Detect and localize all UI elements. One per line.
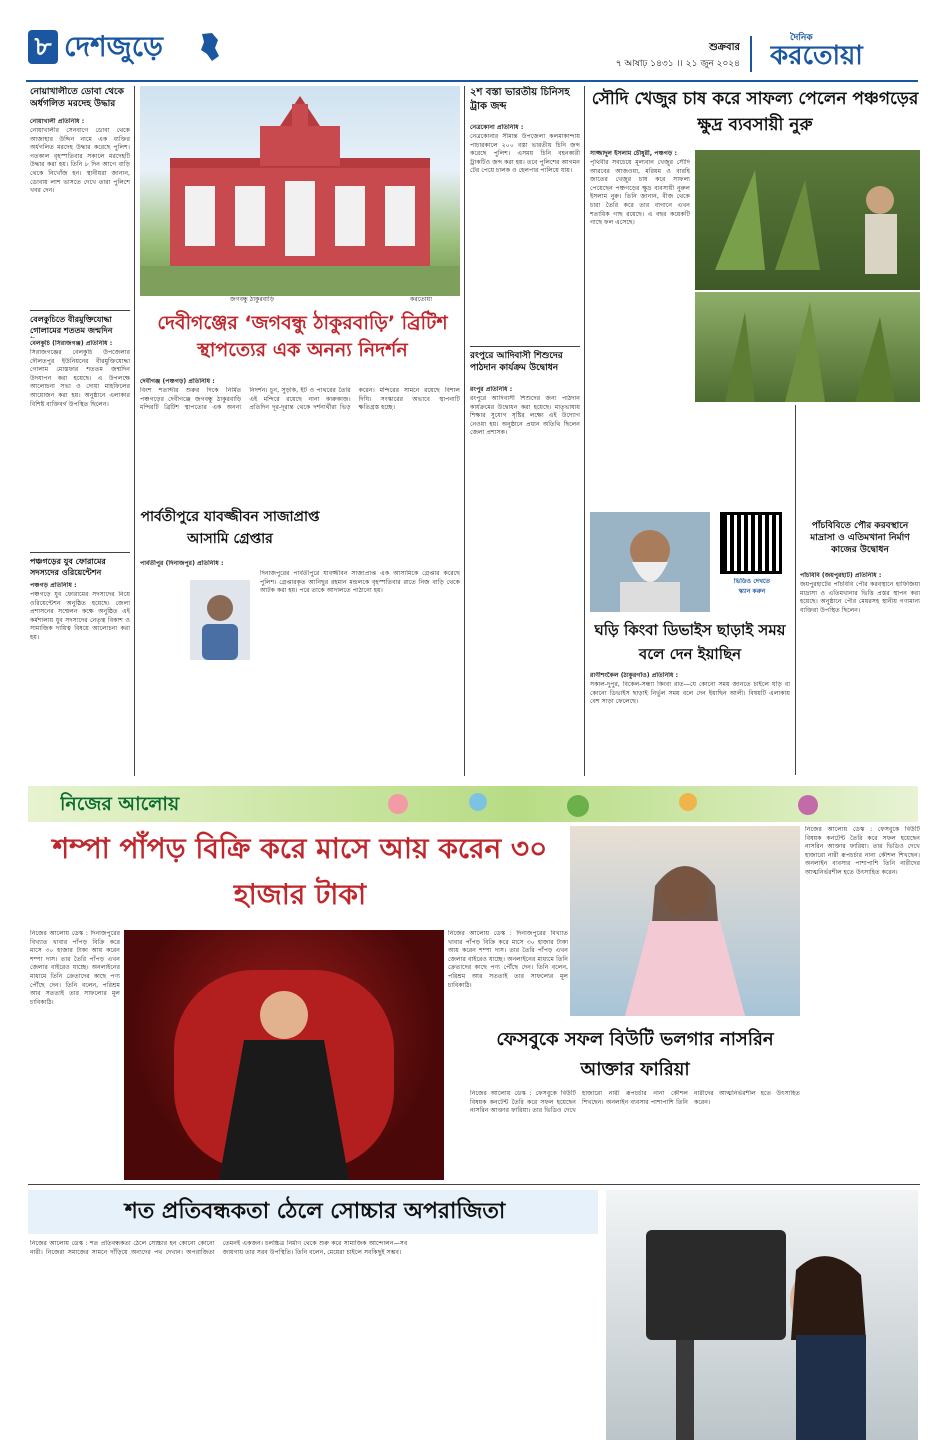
- masthead-divider: [750, 36, 752, 72]
- forum-headline: পঞ্চগড়ের যুব ফোরামের সদস্যদের ওরিয়েন্টেশন: [30, 557, 106, 577]
- masthead: [0, 0, 945, 80]
- temple-photo-credit: করতোয়া: [410, 296, 433, 303]
- nasrin-headline: ফেসবুকে সফল বিউটি ভলগার নাসরিন আক্তার ফারিয়া: [496, 1029, 774, 1080]
- clock-body: সকাল-দুপুর, বিকেল-সন্ধ্যা কিংবা রাত—যে কোনো সময় জানতে চাইলে ঘড়ি বা কোনো ডিভাইস ছাড়াই নির্ভুল সময় বলে দেন ইয়াছিন আলী। বিষয়টি এলাকায় বেশ সাড়া ফেলেছে।: [590, 681, 790, 706]
- date-farmer-photo: [695, 150, 920, 290]
- noakhali-body: নোয়াখালীর সেনবাগে ডোবা থেকে আজাহার উদ্দিন নামে এক ব্যক্তির অর্ধগলিত মরদেহ উদ্ধার করেছে পুলিশ। গতকাল বৃহস্পতিবার সকালে মরদেহটি উদ্ধার করা হয়। তিনি ৮ দিন আগে বাড়ি থেকে নিখোঁজ হন। স্থানীয়রা জানান, ডোবায় লাশ ভাসতে দেখে তারা পুলিশে খবর দেন।: [30, 127, 130, 195]
- madrasa-headline: পাঁচবিবিতে পৌর করবস্থানে মাদ্রাসা ও এতিমখানা নির্মাণ কাজের উদ্বোধন: [810, 521, 910, 555]
- shampa-headline: শম্পা পাঁপড় বিক্রি করে মাসে আয় করেন ৩০ হাজার টাকা: [52, 832, 548, 911]
- saudi-byline: সাজ্জাদুল ইসলাম চৌধুরী, পঞ্চগড় :: [590, 150, 677, 157]
- forum-byline: পঞ্চগড় প্রতিনিধি :: [30, 582, 77, 589]
- column-rule: [464, 86, 465, 776]
- debiganj-body: বিংশ শতাব্দীর শুরুর দিকে নির্মিত পঞ্চগড়ের দেবীগঞ্জে জগবন্ধু ঠাকুরবাড়ি মন্দিরটি ব্রিটিশ স্থাপত্যের এক অনন্য নিদর্শন। চুন, সুড়কি, ইট ও পাথরের তৈরি এই মন্দিরে রয়েছে নানা কারুকাজ। প্রতিদিন দূর-দূরান্ত থেকে দর্শনার্থীরা ভিড় করেন। মন্দিরের সামনে রয়েছে বিশাল দিঘি। সংস্কারের অভাবে স্থাপনাটি ক্ষতিগ্রস্ত হচ্ছে।: [140, 387, 460, 412]
- temple-photo: [140, 86, 460, 296]
- column-rule: [584, 86, 585, 776]
- column-rule: [134, 86, 135, 776]
- rangpur-byline: রংপুর প্রতিনিধি :: [470, 386, 513, 393]
- madrasa-body: জয়পুরহাটের পাঁচবিবি পৌর করবস্থানে হাফিজিয়া মাদ্রাসা ও এতিমখানার ভিত্তি প্রস্তর স্থাপন করা হয়েছে। অনুষ্ঠানে পৌর মেয়রসহ স্থানীয় গণ্যমান্য ব্যক্তিরা উপস্থিত ছিলেন।: [800, 581, 920, 614]
- beldubi-byline: বেলকুচি (সিরাজগঞ্জ) প্রতিনিধি :: [30, 340, 113, 347]
- shampa-body-cont: নিজের আলোয় ডেস্ক : দিনাজপুরের বিখ্যাত খাবার পাঁপড় বিক্রি করে মাসে ৩০ হাজার টাকা আয় করেন শম্পা দাস। তার তৈরি পাঁপড় এখন জেলার বাইরেও যাচ্ছে। অনলাইনের মাধ্যমে তিনি ক্রেতাদের কাছে পণ্য পৌঁছে দেন। তিনি বলেন, পরিশ্রম আর সততাই তার সাফল্যের মূল চাবিকাঠি।: [448, 930, 568, 989]
- saudi-body: পৃথিবীর সবচেয়ে মূল্যবান খেজুর সৌদি আরবের আজওয়া, মরিয়ম ও বারহি জাতের খেজুর চাষ করে সাফল্য পেয়েছেন পঞ্চগড়ের ক্ষুদ্র ব্যবসায়ী নুরুল ইসলাম নুরু। তিনি জানান, বীজ থেকে চারা তৈরি করে তার বাগানে এখন শতাধিক গাছ রয়েছে। এ বছর কয়েকটি গাছে ফল এসেছে।: [590, 159, 690, 227]
- date-saplings-photo: [695, 292, 920, 402]
- section-rule: [28, 1184, 920, 1185]
- madrasa-byline: পাঁচবিবি (জয়পুরহাট) প্রতিনিধি :: [800, 572, 882, 579]
- parbatipur-body: দিনাজপুরের পার্বতীপুরে যাবজ্জীবন সাজাপ্রাপ্ত এক আসামিকে গ্রেপ্তার করেছে পুলিশ। গ্রেপ্তারকৃত আনিছুর রহমান মন্ডলকে বৃহস্পতিবার রাতে নিজ বাড়ি থেকে আটক করা হয়। পরে তাকে আদালতে পাঠানো হয়।: [260, 570, 460, 595]
- parbatipur-byline: পার্বতীপুর (দিনাজপুর) প্রতিনিধি :: [140, 560, 224, 567]
- qr-code-icon[interactable]: [720, 512, 782, 574]
- issue-day: শুক্রবার: [709, 42, 740, 53]
- aparajita-photo: [606, 1190, 918, 1440]
- debiganj-headline: দেবীগঞ্জের ‘জগবন্ধু ঠাকুরবাড়ি’ ব্রিটিশ স্থাপত্যের এক অনন্য নিদর্শন: [157, 312, 448, 361]
- section-title: দেশজুড়ে: [64, 30, 163, 63]
- paper-name: করতোয়া: [770, 41, 863, 71]
- shampa-photo: [124, 930, 444, 1180]
- truck-headline: ২শ বস্তা ভারতীয় চিনিসহ ট্রাক জব্দ: [470, 87, 570, 112]
- noakhali-headline: নোয়াখালীতে ডোবা থেকে অর্ধগলিত মরদেহ উদ্ধার: [30, 87, 124, 109]
- divider: [470, 346, 580, 347]
- page-number-badge: ৮: [28, 30, 58, 64]
- forum-body: পঞ্চগড়ে যুব ফোরামের সদস্যদের নিয়ে ওরিয়েন্টেশন অনুষ্ঠিত হয়েছে। জেলা প্রশাসনের সম্মেলন কক্ষে অনুষ্ঠিত এই কর্মশালায় যুব সদস্যদের নেতৃত্ব বিকাশ ও সামাজিক দায়িত্ব বিষয়ে আলোচনা করা হয়।: [30, 591, 130, 641]
- bangladesh-map-icon: [198, 32, 220, 62]
- qr-caption-line1: ভিডিও দেখতে: [733, 578, 771, 585]
- column-rule: [795, 405, 796, 775]
- rangpur-body: রংপুরে আদিবাসী শিশুদের জন্য পাঠদান কার্যক্রমের উদ্বোধন করা হয়েছে। মাতৃভাষায় শিক্ষার সুযোগ সৃষ্টির লক্ষ্যে এই উদ্যোগ নেওয়া হয়। অনুষ্ঠানে প্রধান অতিথি ছিলেন জেলা প্রশাসক।: [470, 395, 580, 437]
- temple-photo-caption: জগবন্ধু ঠাকুরবাড়ি: [230, 296, 275, 303]
- clock-headline: ঘড়ি কিংবা ডিভাইস ছাড়াই সময় বলে দেন ইয়াছিন: [594, 621, 786, 663]
- issue-date: ৭ আষাঢ় ১৪৩১ ।। ২১ জুন ২০২৪: [615, 59, 740, 69]
- nasrin-sidebar-body: নিজের আলোয় ডেস্ক : ফেসবুকে বিউটি বিষয়ক কনটেন্ট তৈরি করে সফল হয়েছেন নাসরিন আক্তার ফারিয়া। তার ভিডিও দেখে হাজারো নারী রূপচর্চার নানা কৌশল শিখছেন। অনলাইন ব্যবসার পাশাপাশি তিনি নারীদের আত্মনির্ভরশীল হতে উৎসাহিত করেন।: [805, 826, 920, 876]
- debiganj-byline: দেবীগঞ্জ (পঞ্চগড়) প্রতিনিধি :: [140, 378, 215, 385]
- truck-body: নেত্রকোনার সীমান্ত উপজেলা কলমাকান্দায় পাচারকালে ২০০ বস্তা ভারতীয় চিনি জব্দ করেছে পুলিশ। এসময় চিনি বহনকারী ট্রাকটিও জব্দ করা হয়। তবে পুলিশের আগমন টের পেয়ে চালক ও হেলপার পালিয়ে যায়।: [470, 133, 580, 175]
- truck-byline: নেত্রকোনা প্রতিনিধি :: [470, 124, 524, 131]
- nasrin-photo: [570, 826, 800, 1016]
- noakhali-byline: নোয়াখালী প্রতিনিধি :: [30, 118, 85, 125]
- clock-byline: রাণীশংকৈল (ঠাকুরগাঁও) প্রতিনিধি :: [590, 672, 679, 679]
- paper-name-small: দৈনিক: [790, 33, 813, 42]
- old-man-photo: [590, 512, 710, 612]
- rangpur-headline: রংপুরে আদিবাসী শিশুদের পাঠদান কার্যক্রম উদ্বোধন: [470, 351, 563, 373]
- masthead-rule: [26, 80, 918, 82]
- nasrin-body: নিজের আলোয় ডেস্ক : ফেসবুকে বিউটি বিষয়ক কনটেন্ট তৈরি করে সফল হয়েছেন নাসরিন আক্তার ফারিয়া। তার ভিডিও দেখে হাজারো নারী রূপচর্চার নানা কৌশল শিখছেন। অনলাইন ব্যবসার পাশাপাশি তিনি নারীদের আত্মনির্ভরশীল হতে উৎসাহিত করেন।: [470, 1090, 800, 1115]
- beldubi-body: সিরাজগঞ্জের বেলকুচি উপজেলার দৌলতপুর ইউনিয়নের বীরমুক্তিযোদ্ধা গোলাম মোস্তফার শততম জন্মদিন উদযাপন করা হয়েছে। এ উপলক্ষে আলোচনা সভা ও দোয়া মাহফিলের আয়োজন করা হয়। অনুষ্ঠানে এলাকার বিশিষ্ট ব্যক্তিবর্গ উপস্থিত ছিলেন।: [30, 349, 130, 408]
- saudi-headline: সৌদি খেজুর চাষ করে সাফল্য পেলেন পঞ্চগড়ের ক্ষুদ্র ব্যবসায়ী নুরু: [591, 89, 919, 135]
- beldubi-headline: বেলকুচিতে বীরমুক্তিযোদ্ধা গোলামের শততম জন্মদিন: [30, 315, 113, 335]
- nijer-aloy-title: নিজের আলোয়: [60, 793, 180, 815]
- parbatipur-headline: পার্বতীপুরে যাবজ্জীবন সাজাপ্রাপ্ত আসামি গ্রেপ্তার: [140, 509, 320, 547]
- shampa-body: নিজের আলোয় ডেস্ক : দিনাজপুরের বিখ্যাত খাবার পাঁপড় বিক্রি করে মাসে ৩০ হাজার টাকা আয় করেন শম্পা দাস। তার তৈরি পাঁপড় এখন জেলার বাইরেও যাচ্ছে। অনলাইনের মাধ্যমে তিনি ক্রেতাদের কাছে পণ্য পৌঁছে দেন। তিনি বলেন, পরিশ্রম আর সততাই তার সাফল্যের মূল চাবিকাঠি।: [30, 930, 120, 1006]
- aparajita-body: নিজের আলোয় ডেস্ক : শত প্রতিবন্ধকতা ঠেলে সোচ্চার হন কোনো কোনো নারী। নিজেরা সমাজের সামনে দাঁড়িয়ে অন্যদের পথ দেখান। অপরাজিতা তেমনই একজন। চলচ্চিত্র নির্মাণ থেকে শুরু করে সামাজিক আন্দোলন—সব জায়গায় তার সরব উপস্থিতি। তিনি বলেন, মেয়েরা চাইলে সবকিছুই সম্ভব।: [30, 1240, 408, 1256]
- qr-caption-line2: স্ক্যান করুন: [738, 588, 766, 595]
- divider: [30, 552, 130, 553]
- aparajita-headline: শত প্রতিবন্ধকতা ঠেলে সোচ্চার অপরাজিতা: [124, 1199, 506, 1224]
- divider: [30, 310, 130, 311]
